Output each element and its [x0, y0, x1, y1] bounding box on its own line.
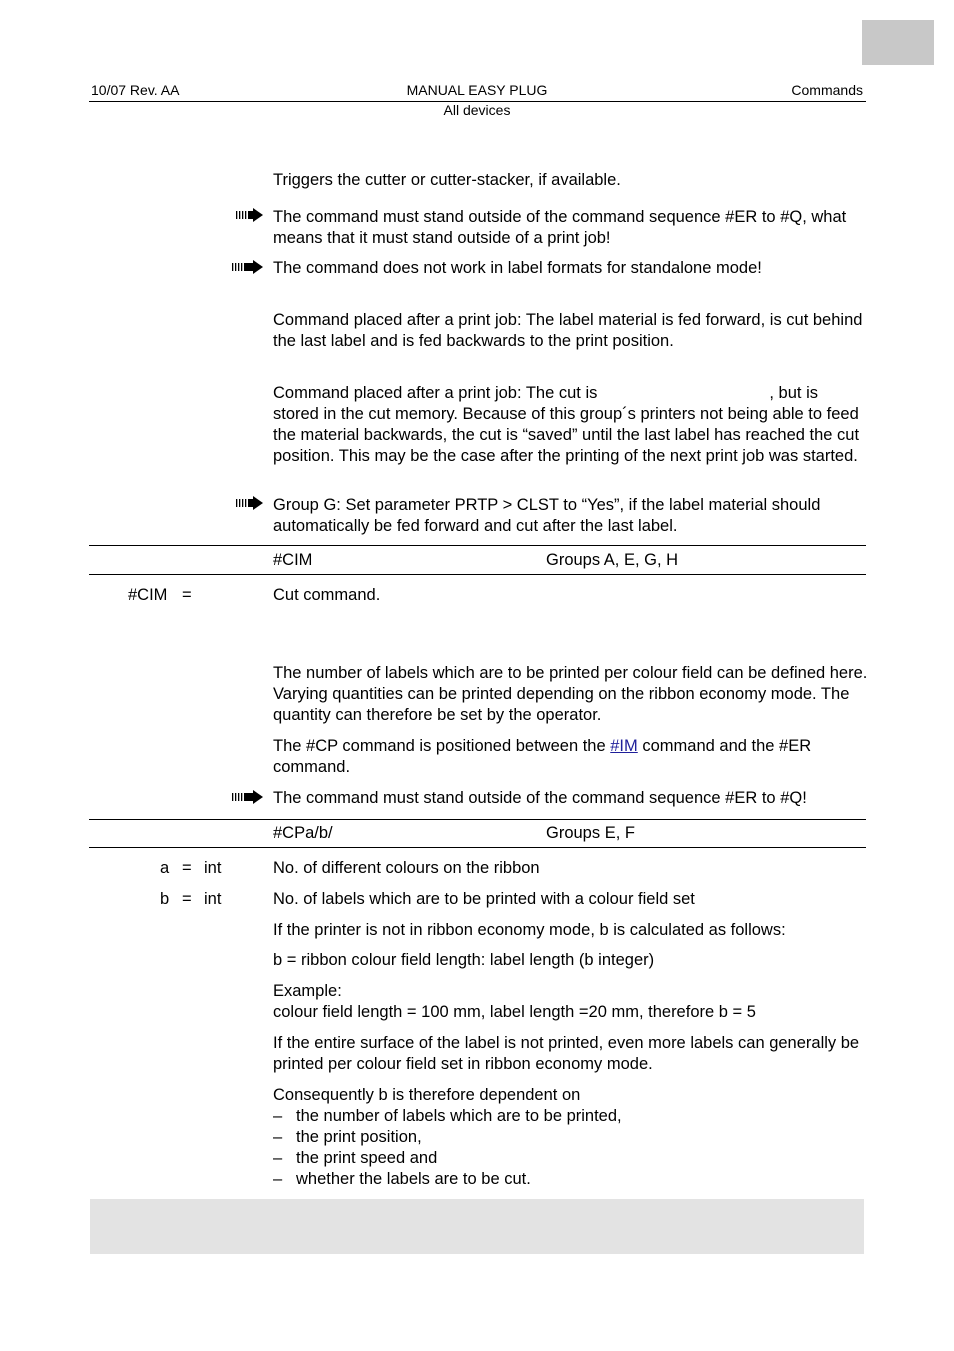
param-a-type: int: [204, 859, 222, 877]
note-arrow-icon: [230, 496, 264, 510]
cp-syntax: #CPa/b/: [273, 824, 333, 842]
list-dash: –: [273, 1128, 283, 1146]
page-tab-marker: [862, 20, 934, 65]
param-b-desc: No. of labels which are to be printed with a colour field set: [273, 890, 695, 908]
list-item: [273, 1127, 868, 1148]
note-arrow-icon: [230, 790, 264, 804]
header-revision: 10/07 Rev. AA: [91, 82, 180, 98]
cp-position-start: The #CP command is positioned between the: [273, 737, 606, 755]
syntax-rule-top: [89, 819, 866, 820]
list-item-text: the print speed and: [296, 1149, 438, 1167]
header-title: MANUAL EASY PLUG: [406, 82, 548, 98]
param-a-name: a: [160, 859, 170, 877]
list-dash: –: [273, 1107, 283, 1125]
cim-syntax: #CIM: [273, 551, 313, 569]
cp-groups: Groups E, F: [546, 824, 635, 842]
header-section: Commands: [791, 82, 863, 98]
param-a-desc: No. of different colours on the ribbon: [273, 859, 540, 877]
param-b-type: int: [204, 890, 222, 908]
cim-param-equals: =: [182, 586, 192, 604]
syntax-rule-top: [89, 545, 866, 546]
cp-dependency-intro: Consequently b is therefore dependent on: [273, 1086, 581, 1104]
param-a-equals: =: [182, 859, 192, 877]
cp-surface-text: If the entire surface of the label is not printed, even more labels can generally be printed per colour field set in ribbon economy mode.: [273, 1034, 860, 1073]
list-item: [273, 1148, 868, 1169]
note-arrow-icon: [230, 260, 264, 274]
list-item: [273, 1106, 868, 1127]
cp-example-label: Example:: [273, 982, 342, 1000]
cp-note-outside-sequence: The command must stand outside of the command sequence #ER to #Q!: [273, 789, 807, 807]
footer-band: [90, 1199, 864, 1254]
cut-memory-start: Command placed after a print job: The cut is: [273, 384, 598, 402]
cp-example: colour field length = 100 mm, label length =20 mm, therefore b = 5: [273, 1003, 756, 1021]
note-arrow-icon: [230, 208, 264, 222]
cim-param-desc: Cut command.: [273, 586, 381, 604]
list-item-text: whether the labels are to be cut.: [296, 1170, 531, 1188]
cut-intro: Triggers the cutter or cutter-stacker, if available.: [273, 171, 621, 189]
list-dash: –: [273, 1149, 283, 1167]
cut-note-outside-sequence: The command must stand outside of the command sequence #ER to #Q, what means that it must stand outside of a print job!: [273, 208, 847, 247]
syntax-rule-bottom: [89, 847, 866, 848]
param-b-equals: =: [182, 890, 192, 908]
cp-paragraph-intro: The number of labels which are to be printed per colour field can be defined here. Varying quantities can be printed depending on the ribbon economy mode. The quantity can therefore be set by the operator.: [273, 664, 868, 724]
list-item: [273, 1169, 868, 1190]
cim-groups: Groups A, E, G, H: [546, 551, 679, 569]
cp-paragraph-position: [273, 736, 868, 778]
cut-note-standalone: The command does not work in label formats for standalone mode!: [273, 259, 762, 277]
cp-formula: b = ribbon colour field length: label length (b integer): [273, 951, 655, 969]
cim-param-name: #CIM: [128, 586, 168, 604]
list-item-text: the print position,: [296, 1128, 422, 1146]
im-command-link[interactable]: #IM: [610, 737, 638, 755]
cut-paragraph-memory: [273, 383, 868, 467]
cut-paragraph-feed-back: Command placed after a print job: The label material is fed forward, is cut behind the last label and is fed backwards to the print position.: [273, 311, 863, 350]
param-b-name: b: [160, 890, 170, 908]
cp-position-end: command and the #ER command.: [273, 737, 812, 776]
dependency-list: [273, 1106, 868, 1190]
header-subtitle: All devices: [443, 102, 511, 118]
cut-note-group-g: Group G: Set parameter PRTP > CLST to “Yes”, if the label material should automatically be fed forward and cut after the last label.: [273, 496, 821, 535]
cut-memory-rest: , but is stored in the cut memory. Because of this group´s printers not being able to feed the material backwards, the cut is “saved” until the last label has reached the cut position. This may be the case after the printing of the next print job was started.: [273, 384, 860, 465]
syntax-rule-bottom: [89, 574, 866, 575]
list-item-text: the number of labels which are to be printed,: [296, 1107, 622, 1125]
cp-economy-text: If the printer is not in ribbon economy mode, b is calculated as follows:: [273, 921, 786, 939]
list-dash: –: [273, 1170, 283, 1188]
